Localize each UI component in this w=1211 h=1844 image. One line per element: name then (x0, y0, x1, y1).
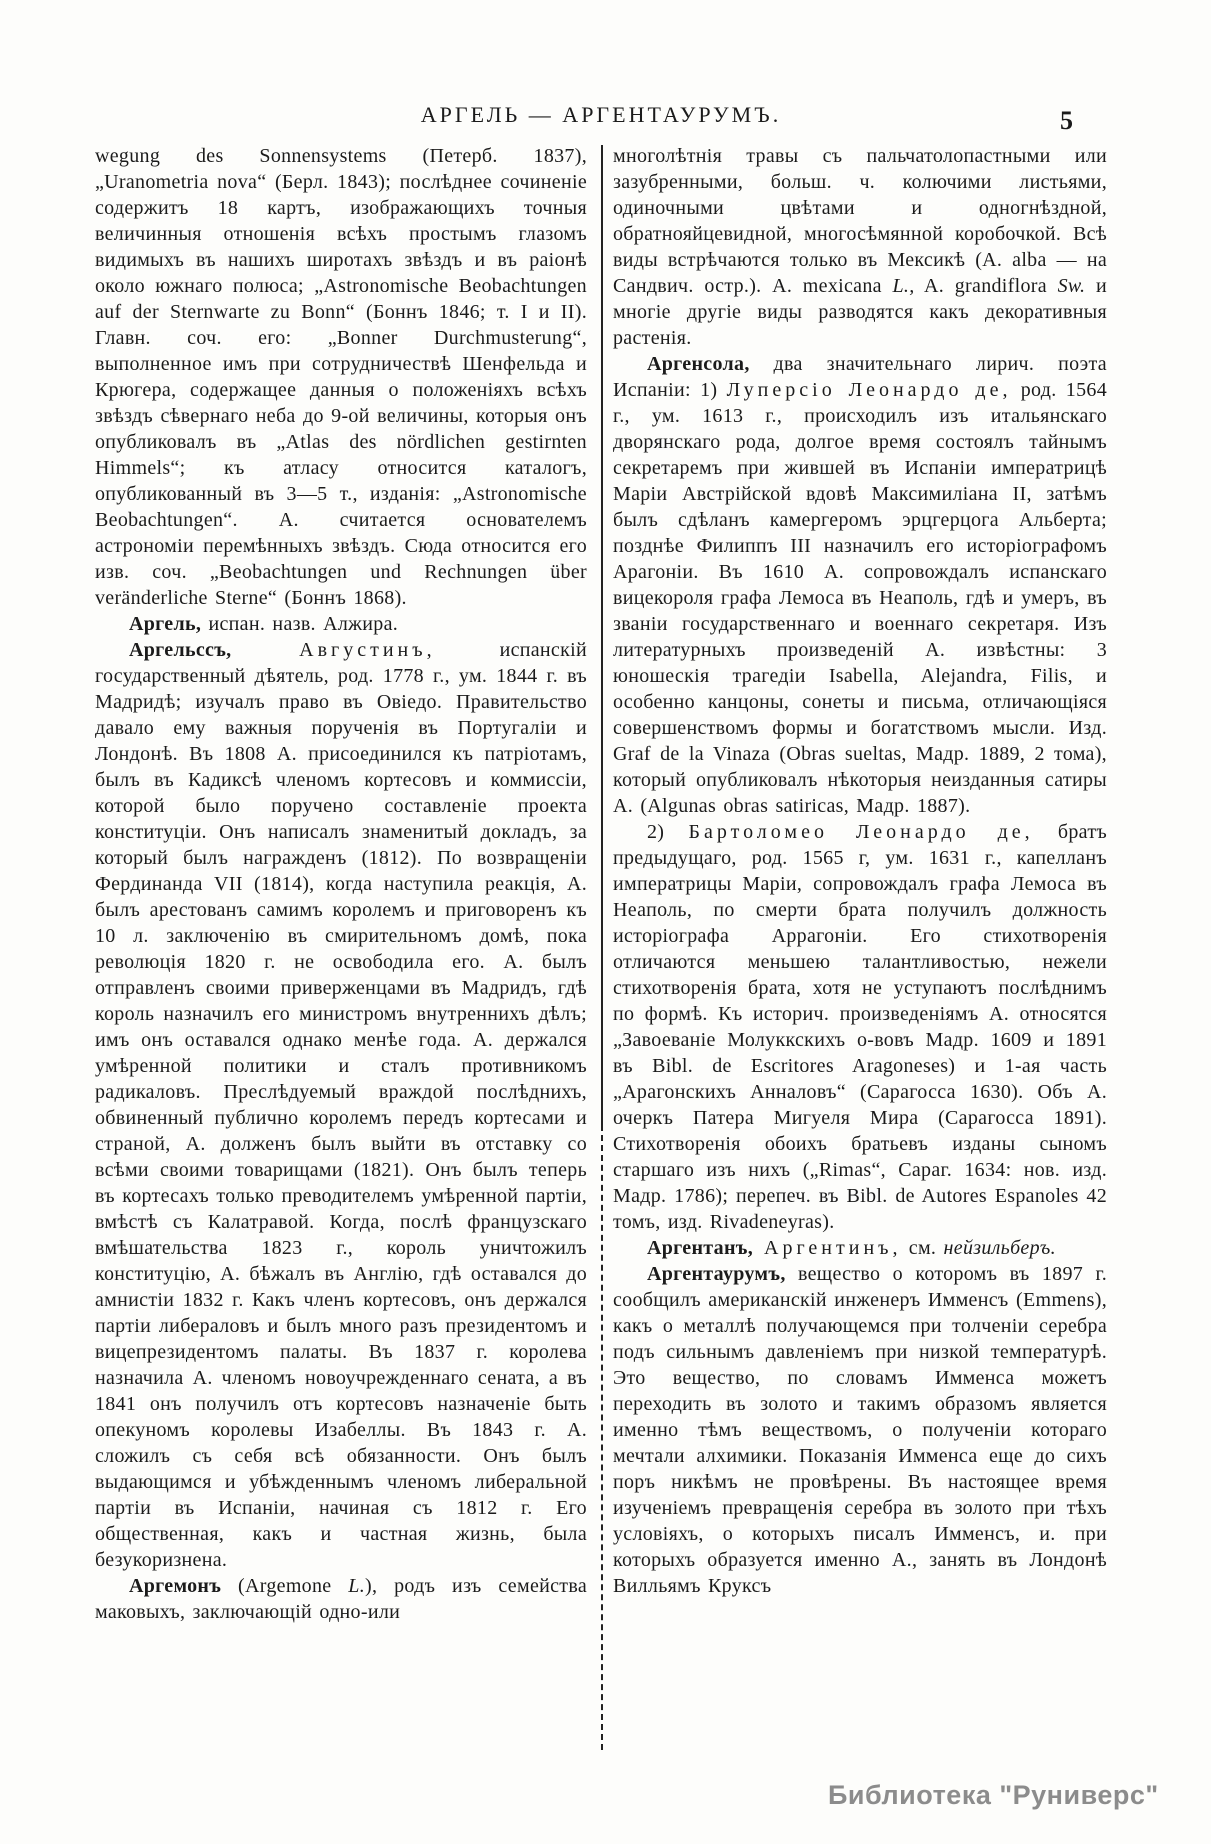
entry-text: ), родъ изъ семейства маковыхъ, заключающій одно-или (95, 1575, 587, 1623)
entry-text: вещество о которомъ въ 1897 г. сообщилъ американскій инженеръ Имменсъ (Emmens), какъ о металлѣ получающемся при толченіи серебра подъ сильнымъ давленіемъ при низкой температурѣ. Это вещество, по словамъ Имменса можетъ переходить въ золото и такимъ образомъ является именно тѣмъ веществомъ, о полученіи котораго мечтали алхимики. Показанія Имменса еще до сихъ поръ никѣмъ не провѣрены. Въ настоящее время изученіемъ превращенія серебра въ золото при тѣхъ условіяхъ, о которыхъ писалъ Имменсъ, и. при которыхъ образуется именно А., занять въ Лондонѣ Вилльямъ Круксъ (613, 1263, 1107, 1597)
entry-text: братъ предыдущаго, род. 1565 г, ум. 1631 г., капелланъ императрицы Маріи, сопровождалъ графа Лемоса въ Неаполь, по смерти брата получилъ должность исторіографа Аррагоніи. Его стихотворенія отличаются меньшею талантливостью, нежели стихотворенія брата, хотя не уступаютъ послѣднимъ по формѣ. Къ историч. произведеніямъ А. относятся „Завоеваніе Молуккскихъ о-вовъ Мадр. 1609 и 1891 въ Bibl. de Escritores Aragoneses) и 1-ая часть „Арагонскихъ Анналовъ“ (Сарагосса 1630). Объ А. очеркъ Патера Мигуеля Мира (Сарагосса 1891). Стихотворенія обоихъ братьевъ изданы сыномъ старшаго изъ нихъ („Rimas“, Сараг. 1634: нов. изд. Мадр. 1786); перепеч. въ Bibl. de Autores Espanoles 42 томъ, изд. Rivadeneyras). (613, 821, 1108, 1233)
paragraph-text: wegung des Sonnensystems (Петерб. 1837), „Uranometria nova“ (Берл. 1843); послѣднее сочиненіе содержитъ 18 картъ, изображающихъ точныя величинныя отношенія всѣхъ простымъ глазомъ видимыхъ въ нашихъ широтахъ звѣздъ и въ раіонѣ около южнаго полюса; „Astronomische Beobachtungen auf der Sternwarte zu Bonn“ (Боннъ 1846; т. I и II). Главн. соч. его: „Bonner Durchmusterung“, выполненное имъ при сотрудничествѣ Шенфельда и Крюгера, содержащее данныя о положеніяхъ всѣхъ звѣздъ сѣвернаго неба до 9-ой величины, которыя онъ опубликовалъ въ „Atlas des nördlichen gestirnten Himmels“; къ атласу относится каталогъ, опубликованный въ 3—5 т., изданія: „Astronomische Beobachtungen“. А. считается основателемъ астрономіи перемѣнныхъ звѣздъ. Сюда относится его изв. соч. „Beobachtungen und Rechnungen über veränderliche Sterne“ (Боннъ 1868). (95, 145, 587, 609)
entry-headword: Аргентанъ, (647, 1237, 754, 1259)
entry-person-name: Луперсіо Леонардо де, (726, 379, 1012, 401)
entry-argensola (613, 351, 1107, 819)
entry-headword: Аргель, (129, 613, 202, 635)
entry-person-name: Августинъ, (231, 639, 436, 661)
entry-alt-name: Аргентинъ, (753, 1237, 902, 1259)
entry-headword: Аргентаурумъ, (647, 1263, 786, 1285)
latin-abbrev: L., (892, 275, 915, 297)
entry-text: испан. назв. Алжира. (201, 613, 399, 635)
entry-text: 2) (647, 821, 689, 843)
entry-argel (95, 611, 587, 637)
entry-argelss (95, 637, 587, 1573)
entry-headword: Аргельссъ, (129, 639, 232, 661)
paragraph-text: многолѣтнія травы съ пальчатолопастными или зазубренными, больш. ч. колючими листьями, одиночными цвѣтами и одногнѣздной, обратнояйцевидной, многосѣмянной коробочкой. Всѣ виды встрѣчаются только въ Мексикѣ (A. alba — на Сандвич. остр.). A. mexicana (613, 145, 1107, 297)
entry-text: два значительнаго лирич. поэта Испаніи: 1) (613, 353, 1107, 401)
latin-abbrev: L. (348, 1575, 366, 1597)
left-column (95, 143, 587, 1625)
entry-argentan (613, 1235, 1107, 1261)
entry-headword: Аргемонъ (129, 1575, 222, 1597)
paragraph-bartolomeo (613, 819, 1107, 1235)
entry-text: (Argemone (221, 1575, 349, 1597)
entry-text: испанскій государственный дѣятель, род. 1778 г., ум. 1844 г. въ Мадридѣ; изучалъ право въ Овіедо. Правительство давало ему важныя порученія въ Португаліи и Лондонѣ. Въ 1808 А. присоединился къ патріотамъ, былъ въ Кадиксѣ членомъ кортесовъ и коммиссіи, которой было поручено составленіе проекта конституціи. Онъ написалъ знаменитый докладъ, за который былъ награжденъ (1812). По возвращеніи Фердинанда VII (1814), когда наступила реакція, А. былъ арестованъ самимъ королемъ и приговоренъ къ 10 л. заключенію въ смирительномъ домѣ, пока революція 1820 г. не освободила его. А. былъ отправленъ своими приверженцами въ Мадридъ, гдѣ король назначилъ его министромъ внутреннихъ дѣлъ; имъ онъ оставался однако менѣе года. А. держался умѣренной политики и сталъ противникомъ радикаловъ. Преслѣдуемый враждой послѣднихъ, обвиненный публично королемъ передъ кортесами и страной, А. долженъ былъ выйти въ отставку со всѣми своими товарищами (1821). Онъ былъ теперь въ кортесахъ только преводителемъ умѣренной партіи, вмѣстѣ съ Калатравой. Когда, послѣ французскаго вмѣшательства 1823 г., король уничтожилъ конституцію, А. бѣжалъ въ Англію, гдѣ оставался до амнистіи 1832 г. Какъ членъ кортесовъ, онъ держался партіи либераловъ и былъ много разъ президентомъ и вицепрезидентомъ палаты. Въ 1837 г. королева назначила А. членомъ новоучрежденнаго сената, а въ 1841 онъ получилъ отъ кортесовъ назначеніе быть опекуномъ королевы Изабеллы. Въ 1843 г. А. сложилъ съ себя всѣ обязанности. Онъ былъ выдающимся и убѣжденнымъ членомъ либеральной партіи въ Испаніи, начиная съ 1812 г. Его общественная, какъ и частная жизнь, была безукоризнена. (95, 639, 587, 1571)
continuation-paragraph (613, 143, 1107, 351)
page-header-title: АРГЕЛЬ — АРГЕНТАУРУМЪ. (420, 102, 782, 127)
column-divider-dashed (601, 1125, 603, 1750)
entry-argentaurum (613, 1261, 1107, 1599)
entry-argemon (95, 1573, 587, 1625)
entry-text: см. (901, 1237, 944, 1259)
entry-person-name: Бартоломео Леонардо де, (688, 821, 1034, 843)
column-divider-solid (601, 145, 603, 1125)
cross-reference: нейзильберъ. (943, 1237, 1056, 1259)
paragraph-text: и многіе другіе виды разводятся какъ декоративныя растенія. (613, 275, 1107, 349)
continuation-paragraph (95, 143, 587, 611)
right-column (613, 143, 1107, 1599)
paragraph-text: A. grandiflora (914, 275, 1058, 297)
page-number: 5 (1060, 106, 1073, 135)
entry-headword: Аргенсола, (647, 353, 750, 375)
entry-text: род. 1564 г., ум. 1613 г., происходилъ изъ итальянскаго дворянскаго рода, долгое время состоялъ тайнымъ секретаремъ при жившей въ Испаніи императрицѣ Маріи Австрійской вдовѣ Максимиліана II, затѣмъ былъ сдѣланъ камергеромъ эрцгерцога Альберта; позднѣе Филиппъ III назначилъ его исторіографомъ Арагоніи. Въ 1610 А. сопровождалъ испанскаго вицекороля графа Лемоса въ Неаполь, гдѣ и умеръ, въ званіи государственнаго и военнаго секретаря. Изъ литературныхъ произведеній А. извѣстны: 3 юношескія трагедіи Isabella, Alejandra, Filis, и особенно канцоны, сонеты и письма, отличающіяся совершенствомъ формы и богатствомъ мысли. Изд. Graf de la Vinaza (Obras sueltas, Мадр. 1889, 2 тома), который опубликовалъ нѣкоторыя неизданныя сатиры А. (Algunas obras satiricas, Мадр. 1887). (613, 379, 1107, 817)
library-watermark: Библиотека "Руниверс" (828, 1780, 1159, 1810)
latin-abbrev: Sw. (1057, 275, 1086, 297)
